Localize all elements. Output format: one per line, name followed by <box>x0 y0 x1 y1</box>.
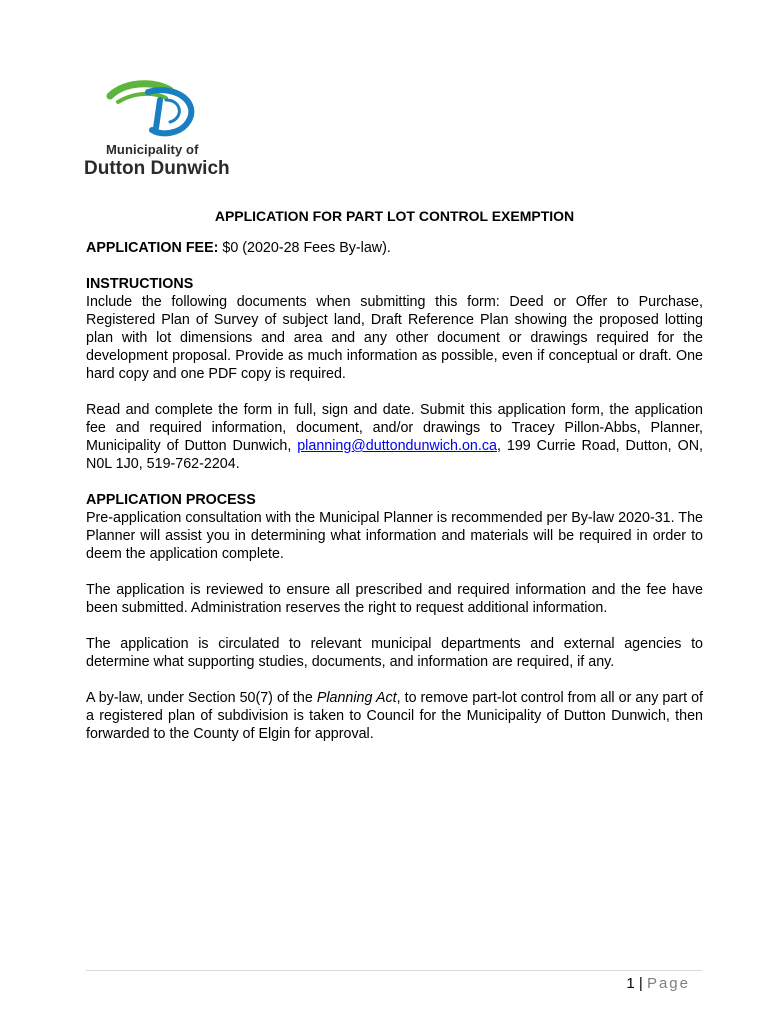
footer-divider <box>86 970 702 971</box>
process-paragraph-2: The application is reviewed to ensure all prescribed and required information and the fee have been submitted. Administration reserves the right to request additional information. <box>86 582 703 616</box>
fee-value: $0 (2020-28 Fees By-law). <box>222 240 391 256</box>
instructions-paragraph-1: Include the following documents when submitting this form: Deed or Offer to Purchase, Registered Plan of Survey of subject land, Draft Reference Plan showing the proposed lotting plan with lot dimensions and area and any other document or drawings required for the development proposal. Provide as much information as possible, even if conceptual or draft. One hard copy and one PDF copy is required. <box>86 294 703 382</box>
process-paragraph-3: The application is circulated to relevant municipal departments and external agencies to determine what supporting studies, documents, and information are required, if any. <box>86 636 703 670</box>
page-title: APPLICATION FOR PART LOT CONTROL EXEMPTION <box>214 208 575 224</box>
process-p4-text-a: A by-law, under Section 50(7) of the <box>86 690 317 706</box>
application-fee <box>86 239 703 257</box>
planning-email-link[interactable]: planning@duttondunwich.on.ca <box>297 438 497 454</box>
document-body <box>86 207 703 743</box>
process-p4-text-b: , to remove part-lot control from all or any part of a registered plan of subdivision is taken to Council for the Municipality of Dutton Dunwich, then forwarded to the County of Elgin for approval. <box>86 690 703 742</box>
process-heading: APPLICATION PROCESS <box>86 492 256 508</box>
process-paragraph-1: Pre-application consultation with the Municipal Planner is recommended per By-law 2020-31. The Planner will assist you in determining what information and materials will be required in order to deem the application complete. <box>86 510 703 562</box>
logo-municipality-of: Municipality of <box>106 142 199 157</box>
instructions-heading: INSTRUCTIONS <box>86 276 194 292</box>
instructions-p2-text-b: , 199 Currie Road, Dutton, ON, N0L 1J0, 519-762-2204. <box>86 438 703 472</box>
fee-label: APPLICATION FEE: <box>86 240 219 256</box>
planning-act-italic: Planning Act <box>316 690 397 706</box>
instructions-p2-text-a: Read and complete the form in full, sign and date. Submit this application form, the application fee and required information, document, and/or drawings to Tracey Pillon-Abbs, Planner, Municipality of Dutton Dunwich, <box>86 402 703 454</box>
municipality-logo <box>80 78 240 188</box>
logo-dutton-dunwich: Dutton Dunwich <box>84 158 230 179</box>
page-label: Page <box>646 975 690 992</box>
dutton-dunwich-logo-icon <box>104 78 214 140</box>
footer-separator: | <box>638 975 643 992</box>
page-number: 1 <box>626 975 635 992</box>
instructions-paragraph-2 <box>86 401 703 473</box>
process-paragraph-4 <box>86 689 703 743</box>
page-footer <box>626 975 690 992</box>
